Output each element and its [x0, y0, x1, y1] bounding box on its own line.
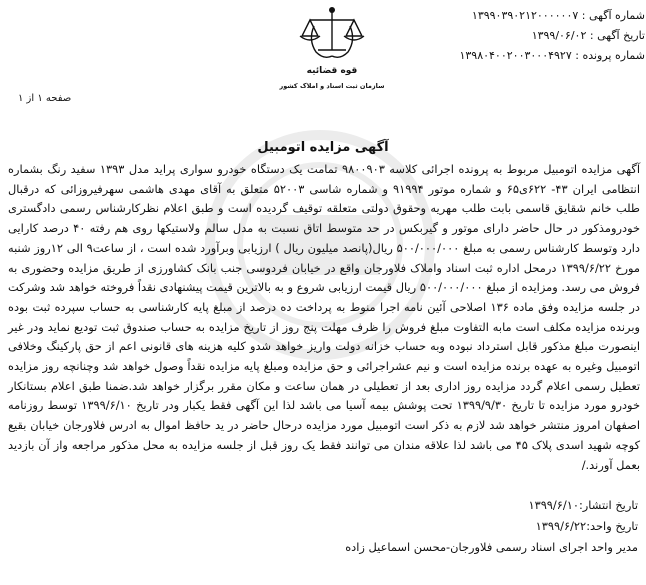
ad-date-label: تاریخ آگهی :	[589, 29, 645, 42]
issue-date: تاریخ واحد:۱۳۹۹/۶/۲۲	[535, 519, 638, 533]
ad-date-value: ۱۳۹۹/۰۶/۰۲	[531, 29, 587, 42]
body-paragraph: آگهی مزایده اتومبیل مربوط به پرونده اجرائی کلاسه ۹۸۰۰۹۰۳ تمامت یک دستگاه خودرو سواری پراید مدل ۱۳۹۳ سفید رنگ بشماره انتظامی ایران ۴۳- ۶۲۲ی۶۵ و شماره موتور ۹۱۹۹۴ و شماره شاسی ۵۲۰۰۳ متعلق به آقای مهدی هاشمی سهرفیروزائی که درقبال طلب خانم شقایق قاسمی بابت طلب مهریه وحقوق دولتی متعلقه توقیف گردیده است و طبق اعلام نظرکارشناس رسمی دادگستری خودرومذکور در حال حاضر دارای موتور و گیربکس در حد متوسط اتاق نسبت به مدل سالم ولاستیکها روی هم رفته ۴۰ درصد کارایی دارد وتوسط کارشناس رسمی به مبلغ ۵۰۰/۰۰۰/۰۰۰ ریال(پانصد میلیون ریال ) ارزیابی وبرآورد شده است ، از ساعت۹ الی ۱۲روز شنبه مورخ ۱۳۹۹/۶/۲۲ درمحل اداره ثبت اسناد واملاک فلاورجان واقع در خیابان فردوسی جنب بانک کشاورزی از طریق مزایده وحضوری به فروش می رسد. ومزایده از مبلغ ۵۰۰/۰۰۰/۰۰۰ ریال قیمت ارزیابی شروع و به بالاترین قیمت پیشنهادی نقداً فروخته خواهد شد وشرکت در جلسه مزایده وفق ماده ۱۳۶ اصلاحی آئین نامه اجرا منوط به پرداخت ده درصد از مبلغ پایه کارشناسی به حساب سپرده ثبت بوده وبرنده مزایده مکلف است مابه التفاوت مبلغ فروش را ظرف مهلت پنج روز از تاریخ مزایده به حساب صندوق ثبت تودیع نماید ودر غیر اینصورت مبلغ مذکور قابل استرداد نبوده وبه حساب خزانه دولت واریز خواهد شدو کلیه هزینه های قانونی اعم از حق پارکینگ وخلافی اتومبیل وغیره به عهده برنده مزایده است و نیم عشراجرائی و حق مزایده ومبلغ پایه مزایده نقداً وصول خواهد شد وچنانچه روز مزایده تعطیل رسمی اعلام گردد مزایده روز اداری بعد از تعطیلی در همان ساعت و مکان مقرر برگزار خواهد شد.ضمنا طبق اعلام بستانکار خودرو مورد مزایده تا تاریخ ۱۳۹۹/۹/۳۰ تحت پوشش بیمه آسیا می باشد لذا این آگهی فقط یکبار ودر تاریخ ۱۳۹۹/۶/۱۰ توسط روزنامه اصفهان امروز منتشر خواهد شد لازم به ذکر است اتومبیل مورد مزایده درحال حاضر در ید حافظ اموال به ادرس فلاورجان خیابان بقیع کوچه شهید اسدی پلاک ۴۵ می باشد لذا علاقه مندان می توانند فقط یک روز قبل از جلسه مزایده به محل مذکور مراجعه واز آن بازدید بعمل آورند./	[8, 162, 641, 472]
auction-notice-body	[8, 160, 640, 475]
case-number-value: ۱۳۹۸۰۴۰۰۲۰۰۳۰۰۰۴۹۲۷	[459, 49, 572, 62]
emblem-line-1: قوه قضائیه	[306, 66, 358, 76]
page-number: صفحه ۱ از ۱	[18, 93, 72, 104]
signature-line: مدیر واحد اجرای اسناد رسمی فلاورجان-محسن اسماعیل زاده	[345, 540, 638, 554]
ad-date-row	[455, 26, 645, 46]
publish-date: تاریخ انتشار:۱۳۹۹/۶/۱۰	[528, 498, 638, 512]
emblem-line-2: سازمان ثبت اسناد و املاک کشور	[279, 82, 385, 90]
case-number-row	[455, 46, 645, 66]
case-number-label: شماره پرونده :	[575, 49, 645, 62]
ad-number-value: ۱۳۹۹۰۳۹۰۲۱۲۰۰۰۰۰۰۷	[471, 9, 579, 22]
ad-number-label: شماره آگهی :	[581, 9, 645, 22]
ad-meta-block	[455, 6, 645, 66]
ad-number-row	[455, 6, 645, 26]
page-title: آگهی مزایده اتومبیل	[257, 140, 389, 155]
notice-footer	[6, 495, 638, 558]
judiciary-scales-emblem-icon	[279, 4, 385, 100]
